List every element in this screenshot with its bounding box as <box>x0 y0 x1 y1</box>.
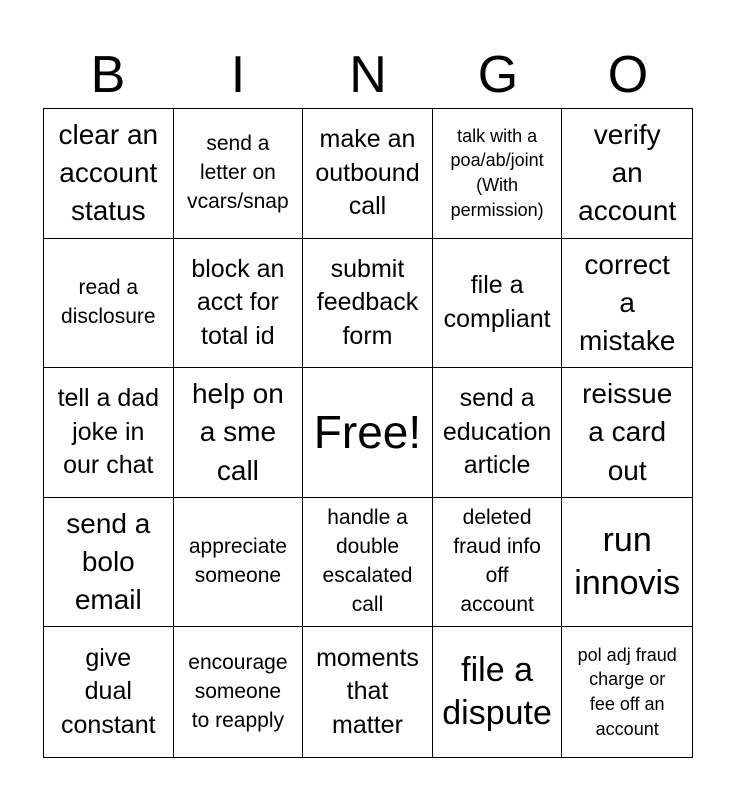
bingo-cell[interactable] <box>562 498 692 628</box>
cell-text: run innovis <box>574 521 681 603</box>
bingo-cell[interactable] <box>174 498 304 628</box>
bingo-cell[interactable] <box>303 109 433 239</box>
bingo-cell[interactable] <box>562 109 692 239</box>
bingo-cell[interactable] <box>303 498 433 628</box>
bingo-cell[interactable] <box>174 368 304 498</box>
bingo-board <box>43 108 693 758</box>
cell-text: read a disclosure <box>61 275 156 328</box>
cell-text: give dual constant <box>61 643 156 739</box>
bingo-cell[interactable] <box>174 627 304 757</box>
cell-text: file a compliant <box>443 271 551 333</box>
cell-text: send a bolo email <box>66 507 151 616</box>
bingo-cell[interactable] <box>433 627 563 757</box>
header-letter-i: I <box>230 46 246 104</box>
free-space-cell[interactable] <box>303 368 433 498</box>
cell-text: moments that matter <box>316 643 419 739</box>
bingo-cell[interactable] <box>174 239 304 369</box>
cell-text: send a education article <box>442 384 552 480</box>
cell-text: file a dispute <box>442 651 552 733</box>
cell-text: make an outbound call <box>315 125 420 221</box>
header-letter-g: G <box>477 46 519 104</box>
cell-text: clear an account status <box>58 119 159 227</box>
bingo-cell[interactable] <box>433 368 563 498</box>
cell-text: appreciate someone <box>188 535 287 588</box>
cell-text: verify an account <box>578 119 677 227</box>
cell-text: talk with a poa/ab/joint (With permission) <box>450 125 544 221</box>
cell-text: help on a sme call <box>191 378 284 486</box>
bingo-header <box>43 40 693 108</box>
bingo-cell[interactable] <box>44 368 174 498</box>
cell-text: deleted fraud info off account <box>453 506 541 617</box>
bingo-cell[interactable] <box>303 627 433 757</box>
bingo-cell[interactable] <box>303 239 433 369</box>
header-letter-b: B <box>90 46 126 104</box>
cell-text: handle a double escalated call <box>322 506 413 617</box>
header-letter-n: N <box>349 46 387 104</box>
bingo-cell[interactable] <box>433 239 563 369</box>
bingo-cell[interactable] <box>562 239 692 369</box>
bingo-cell[interactable] <box>562 627 692 757</box>
header-letter-o: O <box>607 46 649 104</box>
bingo-cell[interactable] <box>44 109 174 239</box>
cell-text: submit feedback form <box>316 254 419 350</box>
bingo-cell[interactable] <box>433 109 563 239</box>
bingo-cell[interactable] <box>44 627 174 757</box>
bingo-cell[interactable] <box>44 498 174 628</box>
cell-text: encourage someone to reapply <box>188 650 288 732</box>
cell-text: correct a mistake <box>578 248 676 356</box>
cell-text: pol adj fraud charge or fee off an account <box>577 644 677 740</box>
cell-text: tell a dad joke in our chat <box>57 384 160 480</box>
cell-text: reissue a card out <box>582 378 673 486</box>
bingo-cell[interactable] <box>174 109 304 239</box>
free-space-text: Free! <box>313 406 422 459</box>
bingo-cell[interactable] <box>44 239 174 369</box>
cell-text: send a letter on vcars/snap <box>187 131 289 213</box>
bingo-cell[interactable] <box>562 368 692 498</box>
bingo-cell[interactable] <box>433 498 563 628</box>
cell-text: block an acct for total id <box>191 254 285 350</box>
